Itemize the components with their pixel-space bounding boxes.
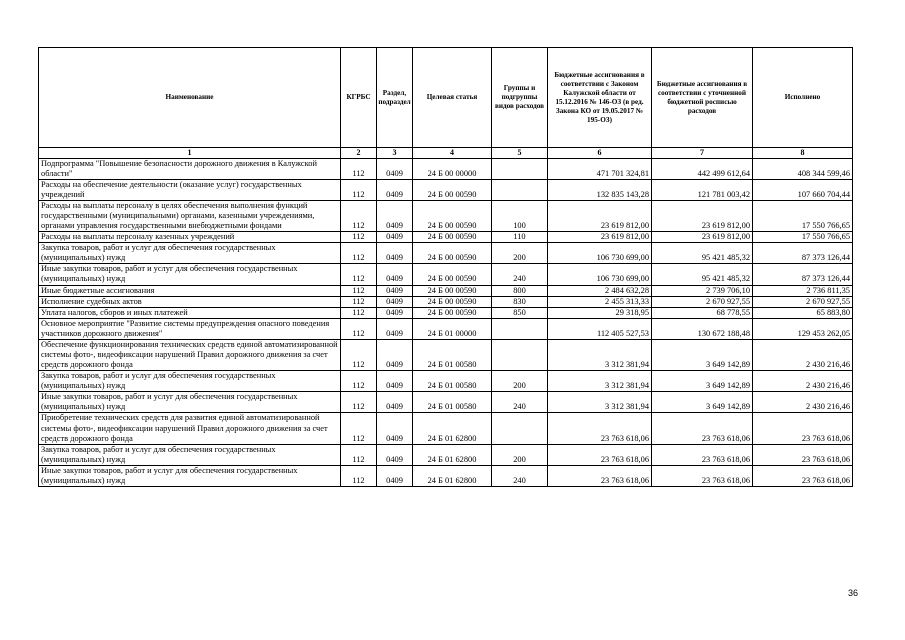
row-target-article: 24 Б 00 00590 — [413, 243, 492, 264]
row-kgrbs: 112 — [341, 158, 377, 179]
row-expense-group: 100 — [492, 200, 548, 231]
row-razdel: 0409 — [377, 318, 413, 339]
row-revised-allocation: 23 763 618,06 — [652, 465, 753, 486]
table-row — [39, 296, 853, 307]
header-target-article: Целевая статья — [413, 48, 492, 148]
row-expense-group — [492, 318, 548, 339]
row-target-article: 24 Б 00 00590 — [413, 307, 492, 318]
row-kgrbs: 112 — [341, 285, 377, 296]
row-expense-group — [492, 158, 548, 179]
header-razdel: Раздел, подраздел — [377, 48, 413, 148]
row-law-allocation: 23 763 618,06 — [548, 444, 652, 465]
table-row — [39, 465, 853, 486]
row-law-allocation: 23 763 618,06 — [548, 413, 652, 444]
row-name: Основное мероприятие "Развитие системы предупреждения опасного поведения участников дорожного движения" — [39, 318, 341, 339]
row-kgrbs: 112 — [341, 392, 377, 413]
row-name: Расходы на выплаты персоналу казенных учреждений — [39, 232, 341, 243]
row-target-article: 24 Б 00 00590 — [413, 285, 492, 296]
row-executed: 2 736 811,35 — [753, 285, 853, 296]
header-executed: Исполнено — [753, 48, 853, 148]
row-razdel: 0409 — [377, 179, 413, 200]
row-executed: 2 430 216,46 — [753, 371, 853, 392]
table-row — [39, 243, 853, 264]
row-name: Уплата налогов, сборов и иных платежей — [39, 307, 341, 318]
row-name: Подпрограмма "Повышение безопасности дорожного движения в Калужской области" — [39, 158, 341, 179]
col-number: 5 — [492, 148, 548, 159]
row-law-allocation: 3 312 381,94 — [548, 339, 652, 370]
col-number: 3 — [377, 148, 413, 159]
row-kgrbs: 112 — [341, 243, 377, 264]
row-target-article: 24 Б 00 00000 — [413, 158, 492, 179]
table-row — [39, 307, 853, 318]
row-revised-allocation: 2 739 706,10 — [652, 285, 753, 296]
col-number: 1 — [39, 148, 341, 159]
row-razdel: 0409 — [377, 307, 413, 318]
row-expense-group: 110 — [492, 232, 548, 243]
row-name: Иные закупки товаров, работ и услуг для обеспечения государственных (муниципальных) нужд — [39, 392, 341, 413]
table-row — [39, 413, 853, 444]
row-executed: 2 430 216,46 — [753, 392, 853, 413]
row-name: Закупка товаров, работ и услуг для обеспечения государственных (муниципальных) нужд — [39, 371, 341, 392]
table-row — [39, 339, 853, 370]
row-razdel: 0409 — [377, 232, 413, 243]
row-target-article: 24 Б 00 00590 — [413, 296, 492, 307]
row-revised-allocation: 23 763 618,06 — [652, 413, 753, 444]
header-revised-allocation: Бюджетные ассигнования в соответствии с уточненной бюджетной росписью расходов — [652, 48, 753, 148]
row-target-article: 24 Б 00 00590 — [413, 264, 492, 285]
row-law-allocation: 2 455 313,33 — [548, 296, 652, 307]
row-executed: 23 763 618,06 — [753, 413, 853, 444]
col-number: 8 — [753, 148, 853, 159]
header-expense-group: Группы и подгруппы видов расходов — [492, 48, 548, 148]
row-name: Закупка товаров, работ и услуг для обеспечения государственных (муниципальных) нужд — [39, 243, 341, 264]
table-row — [39, 179, 853, 200]
row-razdel: 0409 — [377, 413, 413, 444]
table-body — [39, 158, 853, 486]
row-kgrbs: 112 — [341, 339, 377, 370]
row-executed: 17 550 766,65 — [753, 200, 853, 231]
row-revised-allocation: 95 421 485,32 — [652, 243, 753, 264]
row-target-article: 24 Б 01 00580 — [413, 371, 492, 392]
row-executed: 87 373 126,44 — [753, 243, 853, 264]
col-number: 6 — [548, 148, 652, 159]
row-kgrbs: 112 — [341, 200, 377, 231]
table-row — [39, 318, 853, 339]
row-law-allocation: 106 730 699,00 — [548, 264, 652, 285]
row-expense-group: 200 — [492, 444, 548, 465]
row-kgrbs: 112 — [341, 413, 377, 444]
row-expense-group: 800 — [492, 285, 548, 296]
row-name: Расходы на обеспечение деятельности (оказание услуг) государственных учреждений — [39, 179, 341, 200]
col-number: 4 — [413, 148, 492, 159]
row-expense-group: 200 — [492, 371, 548, 392]
row-executed: 23 763 618,06 — [753, 465, 853, 486]
row-expense-group — [492, 179, 548, 200]
row-executed: 408 344 599,46 — [753, 158, 853, 179]
row-target-article: 24 Б 00 00590 — [413, 200, 492, 231]
column-number-row — [39, 148, 853, 159]
row-name: Исполнение судебных актов — [39, 296, 341, 307]
row-law-allocation: 106 730 699,00 — [548, 243, 652, 264]
row-executed: 65 883,80 — [753, 307, 853, 318]
col-number: 2 — [341, 148, 377, 159]
table-row — [39, 371, 853, 392]
row-target-article: 24 Б 01 62800 — [413, 413, 492, 444]
row-razdel: 0409 — [377, 243, 413, 264]
row-revised-allocation: 121 781 003,42 — [652, 179, 753, 200]
table-row — [39, 285, 853, 296]
table-row — [39, 200, 853, 231]
page-number: 36 — [847, 588, 858, 598]
row-razdel: 0409 — [377, 444, 413, 465]
row-expense-group: 850 — [492, 307, 548, 318]
table-row — [39, 232, 853, 243]
row-revised-allocation: 95 421 485,32 — [652, 264, 753, 285]
row-kgrbs: 112 — [341, 296, 377, 307]
row-revised-allocation: 3 649 142,89 — [652, 392, 753, 413]
row-law-allocation: 132 835 143,28 — [548, 179, 652, 200]
row-expense-group: 240 — [492, 465, 548, 486]
table-row — [39, 158, 853, 179]
row-name: Обеспечение функционирования технических средств единой автоматизированной системы фото-, видеофиксации нарушений Правил дорожного движения за счет средств дорожного фонда — [39, 339, 341, 370]
budget-table — [38, 47, 853, 487]
row-revised-allocation: 23 619 812,00 — [652, 232, 753, 243]
row-kgrbs: 112 — [341, 232, 377, 243]
row-executed: 23 763 618,06 — [753, 444, 853, 465]
row-law-allocation: 3 312 381,94 — [548, 392, 652, 413]
header-name: Наименование — [39, 48, 341, 148]
row-revised-allocation: 3 649 142,89 — [652, 339, 753, 370]
row-kgrbs: 112 — [341, 179, 377, 200]
row-razdel: 0409 — [377, 200, 413, 231]
row-razdel: 0409 — [377, 285, 413, 296]
row-executed: 2 670 927,55 — [753, 296, 853, 307]
header-kgrbs: КГРБС — [341, 48, 377, 148]
row-revised-allocation: 68 778,55 — [652, 307, 753, 318]
table-row — [39, 444, 853, 465]
row-expense-group: 200 — [492, 243, 548, 264]
row-law-allocation: 112 405 527,53 — [548, 318, 652, 339]
row-razdel: 0409 — [377, 392, 413, 413]
row-revised-allocation: 23 619 812,00 — [652, 200, 753, 231]
row-kgrbs: 112 — [341, 307, 377, 318]
row-kgrbs: 112 — [341, 318, 377, 339]
row-law-allocation: 23 619 812,00 — [548, 200, 652, 231]
row-razdel: 0409 — [377, 465, 413, 486]
row-target-article: 24 Б 01 00580 — [413, 392, 492, 413]
row-kgrbs: 112 — [341, 371, 377, 392]
row-target-article: 24 Б 01 00000 — [413, 318, 492, 339]
row-name: Иные закупки товаров, работ и услуг для обеспечения государственных (муниципальных) нужд — [39, 465, 341, 486]
row-law-allocation: 2 484 632,28 — [548, 285, 652, 296]
row-law-allocation: 23 763 618,06 — [548, 465, 652, 486]
col-number: 7 — [652, 148, 753, 159]
table-row — [39, 392, 853, 413]
row-expense-group: 240 — [492, 264, 548, 285]
row-law-allocation: 29 318,95 — [548, 307, 652, 318]
row-expense-group — [492, 413, 548, 444]
row-revised-allocation: 130 672 188,48 — [652, 318, 753, 339]
row-target-article: 24 Б 01 62800 — [413, 465, 492, 486]
row-razdel: 0409 — [377, 339, 413, 370]
row-target-article: 24 Б 00 00590 — [413, 232, 492, 243]
table-row — [39, 264, 853, 285]
row-revised-allocation: 23 763 618,06 — [652, 444, 753, 465]
row-razdel: 0409 — [377, 371, 413, 392]
row-law-allocation: 23 619 812,00 — [548, 232, 652, 243]
row-target-article: 24 Б 00 00590 — [413, 179, 492, 200]
row-law-allocation: 471 701 324,81 — [548, 158, 652, 179]
row-revised-allocation: 442 499 612,64 — [652, 158, 753, 179]
row-executed: 107 660 704,44 — [753, 179, 853, 200]
row-executed: 2 430 216,46 — [753, 339, 853, 370]
row-kgrbs: 112 — [341, 465, 377, 486]
row-razdel: 0409 — [377, 296, 413, 307]
row-revised-allocation: 2 670 927,55 — [652, 296, 753, 307]
row-kgrbs: 112 — [341, 444, 377, 465]
row-expense-group: 830 — [492, 296, 548, 307]
row-name: Иные закупки товаров, работ и услуг для обеспечения государственных (муниципальных) нужд — [39, 264, 341, 285]
row-executed: 129 453 262,05 — [753, 318, 853, 339]
row-law-allocation: 3 312 381,94 — [548, 371, 652, 392]
row-expense-group — [492, 339, 548, 370]
row-name: Приобретение технических средств для развития единой автоматизированной системы фото-, видеофиксации нарушений Правил дорожного движения за счет средств дорожного фонда — [39, 413, 341, 444]
row-kgrbs: 112 — [341, 264, 377, 285]
row-target-article: 24 Б 01 62800 — [413, 444, 492, 465]
row-name: Расходы на выплаты персоналу в целях обеспечения выполнения функций государственными (муниципальными) органами, казенными учреждениями, органами управления государственными внебюджетными фондами — [39, 200, 341, 231]
table-header-row — [39, 48, 853, 148]
row-razdel: 0409 — [377, 158, 413, 179]
row-revised-allocation: 3 649 142,89 — [652, 371, 753, 392]
header-law-allocation: Бюджетные ассигнования в соответствии с Законом Калужской области от 15.12.2016 № 146-ОЗ (в ред. Закона КО от 19.05.2017 № 195-ОЗ) — [548, 48, 652, 148]
row-razdel: 0409 — [377, 264, 413, 285]
row-executed: 17 550 766,65 — [753, 232, 853, 243]
row-name: Иные бюджетные ассигнования — [39, 285, 341, 296]
row-name: Закупка товаров, работ и услуг для обеспечения государственных (муниципальных) нужд — [39, 444, 341, 465]
row-executed: 87 373 126,44 — [753, 264, 853, 285]
row-target-article: 24 Б 01 00580 — [413, 339, 492, 370]
row-expense-group: 240 — [492, 392, 548, 413]
